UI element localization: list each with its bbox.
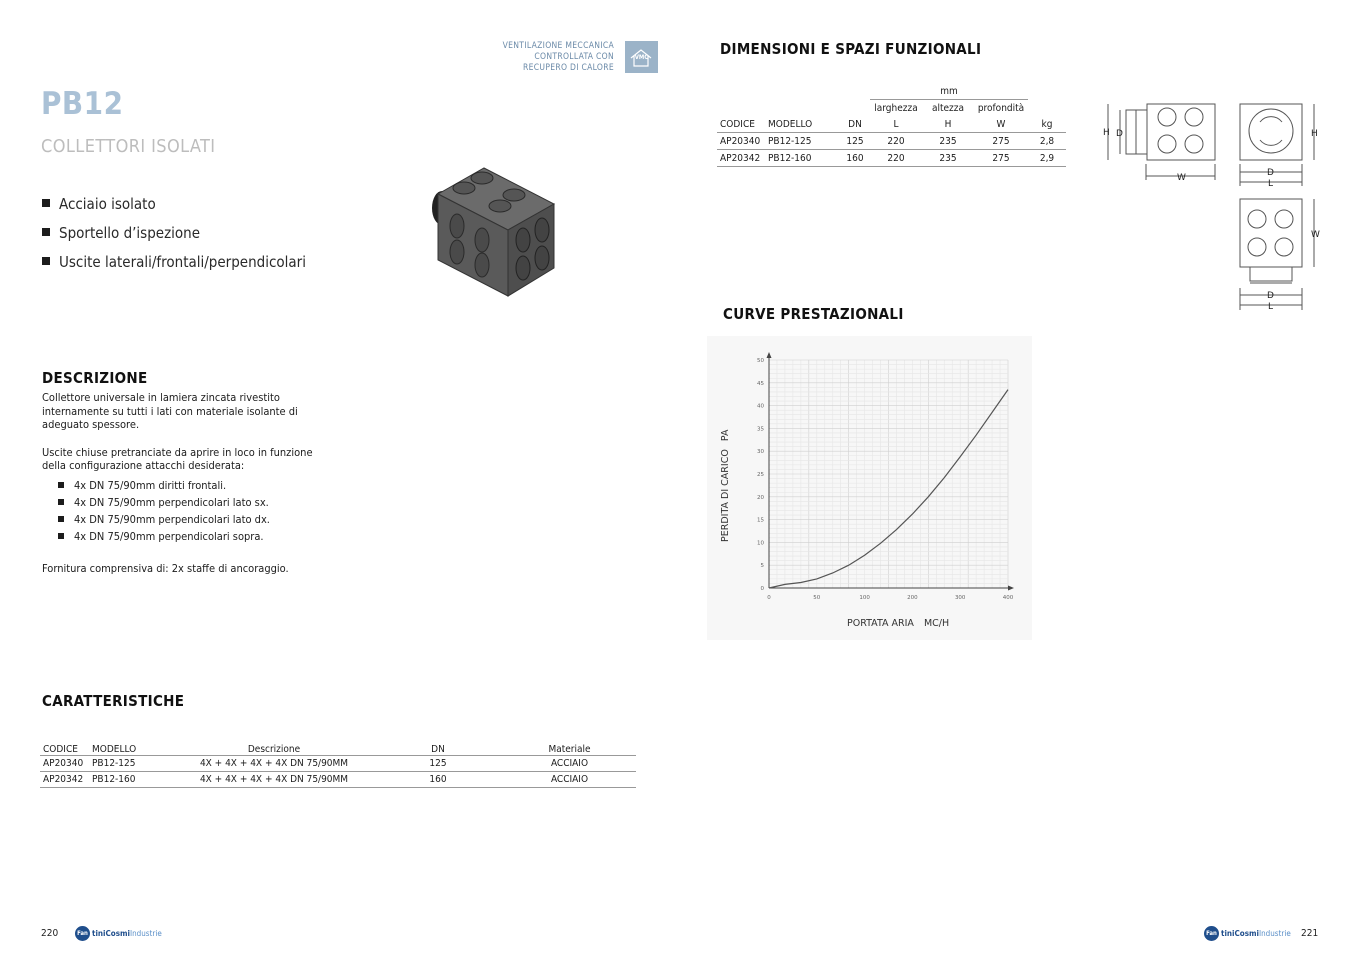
table-cell: 2,9 <box>1028 150 1066 167</box>
performance-heading: CURVE PRESTAZIONALI <box>723 305 904 323</box>
x-axis-arrow-icon <box>1008 586 1014 591</box>
feature-list <box>42 190 306 277</box>
y-tick-label: 25 <box>757 472 764 478</box>
dimension-drawings <box>1100 98 1325 318</box>
dimension-label: H <box>1311 129 1318 139</box>
table-cell: 160 <box>373 772 503 788</box>
table-cell: 275 <box>974 150 1028 167</box>
column-top-label: larghezza <box>874 102 918 114</box>
table-cell: PB12-160 <box>766 150 840 167</box>
dimension-label: D <box>1116 129 1123 139</box>
table-row <box>717 133 1066 150</box>
drawing-front-view <box>1240 104 1314 186</box>
feature-item: Acciaio isolato <box>42 190 306 219</box>
logo-mark: Fan <box>75 926 90 941</box>
table-cell: 235 <box>922 150 974 167</box>
bullet-square-icon <box>58 482 64 488</box>
performance-chart <box>707 336 1032 640</box>
table-cell: PB12-125 <box>90 756 175 772</box>
category-label <box>503 41 614 74</box>
dimension-label: W <box>1311 230 1320 240</box>
dimension-label: L <box>1268 179 1274 189</box>
table-cell: ACCIAIO <box>503 756 636 772</box>
logo-text: tiniCosmiIndustrie <box>1221 929 1291 938</box>
product-title: PB12 <box>41 86 124 122</box>
table-cell: PB12-125 <box>766 133 840 150</box>
brand-logo <box>75 926 162 941</box>
column-header: MODELLO <box>90 741 175 756</box>
y-tick-label: 0 <box>760 586 764 592</box>
y-tick-label: 20 <box>757 494 764 501</box>
x-tick-label: 50 <box>813 595 821 601</box>
y-tick-label: 10 <box>757 540 764 547</box>
table-cell: AP20340 <box>717 133 766 150</box>
outlet-item: 4x DN 75/90mm diritti frontali. <box>42 477 342 494</box>
x-tick-label: 100 <box>859 595 870 601</box>
table-cell: 125 <box>840 133 870 150</box>
column-header: H <box>922 116 974 133</box>
description-body <box>42 391 342 575</box>
y-axis-arrow-icon <box>767 352 772 358</box>
description-intro: Collettore universale in lamiera zincata rivestito internamente su tutti i lati con materiale isolante di adeguato spessore. <box>42 391 298 431</box>
column-header: MODELLO <box>766 116 840 133</box>
table-cell: 220 <box>870 150 922 167</box>
table-cell: 4X + 4X + 4X + 4X DN 75/90MM <box>175 756 373 772</box>
characteristics-heading: CARATTERISTICHE <box>42 692 185 710</box>
column-header: Descrizione <box>175 741 373 756</box>
characteristics-table <box>40 741 636 788</box>
dimension-label: D <box>1267 291 1274 301</box>
outlet-item: 4x DN 75/90mm perpendicolari lato dx. <box>42 511 342 528</box>
logo-mark: Fan <box>1204 926 1219 941</box>
category-line: RECUPERO DI CALORE <box>523 63 614 73</box>
description-outlets-intro: Uscite chiuse pretranciate da aprire in loco in funzione della configurazione attacchi desiderata: <box>42 445 313 472</box>
feature-item: Sportello d’ispezione <box>42 219 306 248</box>
table-header-row <box>40 741 636 756</box>
page-number-right: 221 <box>1301 928 1319 939</box>
table-cell: AP20342 <box>40 772 90 788</box>
dimension-label: W <box>1177 173 1186 183</box>
bullet-square-icon <box>42 199 50 207</box>
dimensions-heading: DIMENSIONI E SPAZI FUNZIONALI <box>720 40 982 58</box>
description-supply: Fornitura comprensiva di: 2x staffe di ancoraggio. <box>42 561 289 575</box>
y-tick-label: 15 <box>757 517 764 524</box>
table-cell: 4X + 4X + 4X + 4X DN 75/90MM <box>175 772 373 788</box>
table-cell: 235 <box>922 133 974 150</box>
table-cell: ACCIAIO <box>503 772 636 788</box>
y-tick-label: 35 <box>757 426 764 433</box>
feature-item: Uscite laterali/frontali/perpendicolari <box>42 248 306 277</box>
brand-logo <box>1204 926 1291 941</box>
table-row <box>717 150 1066 167</box>
x-tick-label: 300 <box>954 595 966 601</box>
x-axis-label: PORTATA ARIA MC/H <box>847 618 950 629</box>
table-row <box>40 772 636 788</box>
table-cell: 220 <box>870 133 922 150</box>
bullet-square-icon <box>58 499 64 505</box>
x-tick-label: 200 <box>907 595 918 601</box>
x-tick-label: 0 <box>767 595 771 601</box>
column-header: L <box>870 116 922 133</box>
table-cell: 2,8 <box>1028 133 1066 150</box>
product-image <box>428 164 558 300</box>
y-tick-label: 40 <box>757 403 764 410</box>
table-cell: 275 <box>974 133 1028 150</box>
table-cell: 160 <box>840 150 870 167</box>
table-cell: 125 <box>373 756 503 772</box>
y-tick-label: 5 <box>760 563 764 570</box>
column-header: CODICE <box>717 116 766 133</box>
bullet-square-icon <box>42 228 50 236</box>
dimensions-table <box>717 83 1066 167</box>
y-tick-label: 45 <box>757 380 764 387</box>
dimension-label: H <box>1103 128 1110 138</box>
page-number-left: 220 <box>41 928 59 939</box>
product-subtitle: COLLETTORI ISOLATI <box>41 136 216 157</box>
column-header: kg <box>1028 116 1066 133</box>
column-header: DN <box>840 116 870 133</box>
description-heading: DESCRIZIONE <box>42 369 148 387</box>
table-header-row <box>717 116 1066 133</box>
x-tick-label: 400 <box>1002 595 1014 601</box>
y-tick-label: 50 <box>757 358 764 364</box>
category-line: VENTILAZIONE MECCANICA <box>502 41 614 51</box>
dimension-label: D <box>1267 168 1274 178</box>
table-cell: PB12-160 <box>90 772 175 788</box>
bullet-square-icon <box>58 533 64 539</box>
y-axis-label: PERDITA DI CARICOPA <box>720 429 731 542</box>
column-top-label: profondità <box>977 102 1025 114</box>
column-header: CODICE <box>40 741 90 756</box>
vmc-house-icon <box>625 41 658 73</box>
vmc-icon-label: VMC <box>634 54 649 61</box>
column-header: W <box>974 116 1028 133</box>
chart-ticks <box>757 352 1014 601</box>
table-cell: AP20342 <box>717 150 766 167</box>
bullet-square-icon <box>58 516 64 522</box>
table-cell: AP20340 <box>40 756 90 772</box>
dimension-label: L <box>1268 302 1274 312</box>
column-header: Materiale <box>503 741 636 756</box>
column-top-label: altezza <box>931 102 965 114</box>
drawing-side-view <box>1108 104 1215 180</box>
outlet-item: 4x DN 75/90mm perpendicolari sopra. <box>42 528 342 545</box>
drawing-top-view <box>1240 199 1314 310</box>
table-row <box>40 756 636 772</box>
outlet-item: 4x DN 75/90mm perpendicolari lato sx. <box>42 494 342 511</box>
unit-label: mm <box>870 83 1028 100</box>
logo-text: tiniCosmiIndustrie <box>92 929 162 938</box>
bullet-square-icon <box>42 257 50 265</box>
chart-grid <box>769 360 1008 588</box>
category-line: CONTROLLATA CON <box>534 52 614 62</box>
y-tick-label: 30 <box>757 449 764 456</box>
column-header: DN <box>373 741 503 756</box>
